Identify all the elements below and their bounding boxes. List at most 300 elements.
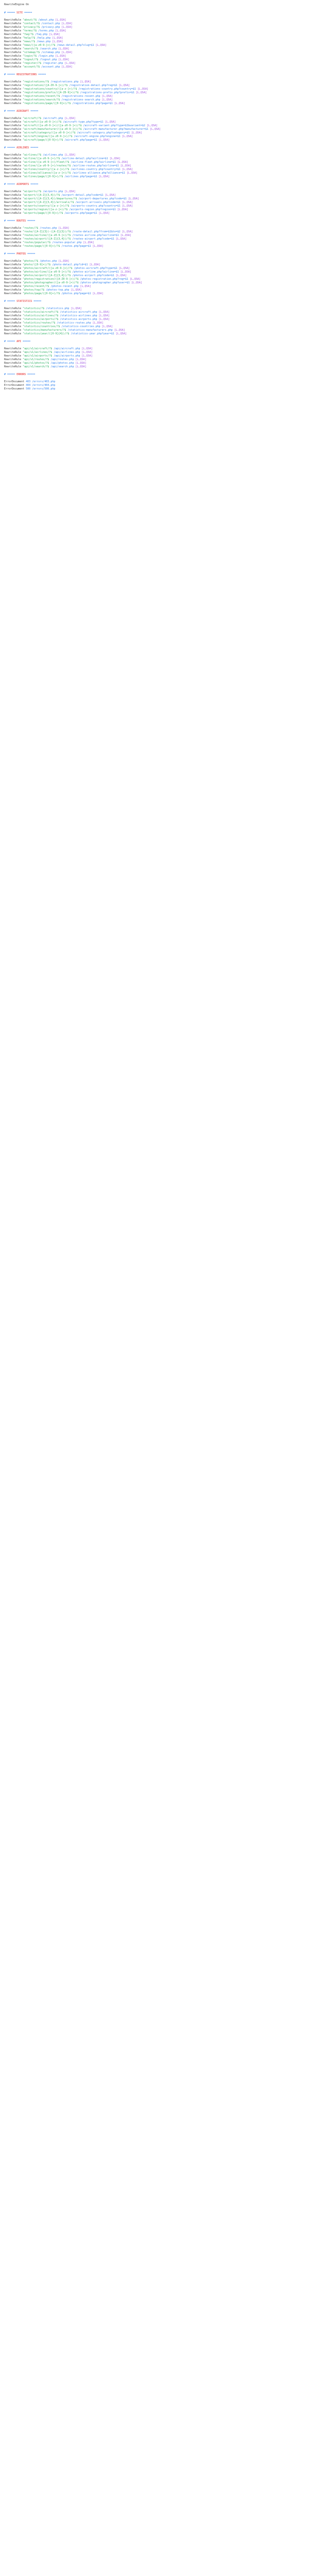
flags: [L,QSA] [61,26,73,29]
target: /registrations-prefix.php?prefix=$1 [80,91,136,94]
target: /registrations-search.php [61,98,102,101]
flags: [L,QSA] [80,285,91,288]
flags: [L,QSA] [117,208,128,211]
rewrite-rule-line [4,168,305,172]
flags: [L,QSA] [149,128,161,131]
htaccess-editor [0,0,309,391]
target: /api/search.php [50,365,76,368]
pattern: ^registrations/recent/?$ [23,95,62,98]
rewrite-rule-line [4,354,305,358]
flags: [L,QSA] [129,278,141,281]
pattern: ^aircraft/?$ [23,117,43,120]
rewrite-rule-line [4,289,305,292]
flags: [L,QSA] [98,311,110,314]
flags: [L,QSA] [115,274,127,277]
pattern: ^photos/photographer/([a-z0-9-]+)/?$ [23,281,80,284]
rewrite-rule-line [4,292,305,296]
directive: RewriteRule [4,205,23,208]
rewrite-rule-line [4,51,305,55]
rewrite-rule-line [4,124,305,128]
target: /aircraft.php [43,117,65,120]
section-block [4,183,305,215]
target: /statistics-countries.php [61,325,102,328]
flags: [L,QSA] [120,270,131,274]
flags: [L,QSA] [49,33,60,36]
target: /errors/404.php [32,384,56,387]
pattern: ^airports/?$ [23,190,43,193]
target: /airlines.php?page=$1 [64,175,99,178]
flags: [L,QSA] [101,98,113,101]
flags: [L,QSA] [105,121,116,124]
target: /api/airports.php [54,354,82,358]
target: /api/photos.php [50,362,76,365]
flags: [L,QSA] [71,307,82,310]
comment-hash: ===== [26,373,36,376]
rewrite-rule-line [4,241,305,245]
flags: [L,QSA] [64,190,76,193]
pattern: ^routes/?$ [23,227,40,230]
target: /search.php [40,47,59,50]
directive: RewriteRule [4,311,23,314]
directive: RewriteRule [4,227,23,230]
directive: RewriteRule [4,354,23,358]
target: /routes-airport.php?code=$1 [72,238,116,241]
flags: [L,QSA] [89,263,100,266]
rewrite-rule-line [4,33,305,37]
section-header [4,373,305,377]
section-block [4,252,305,296]
rewrite-rule-line [4,387,305,391]
pattern: ^login/?$ [23,55,39,58]
rewrite-rule-line [4,267,305,270]
flags: [L,QSA] [92,321,104,325]
target: /routes-popular.php [52,241,83,244]
rewrite-rule-line [4,332,305,336]
pattern: ^about/?$ [23,19,39,22]
directive: RewriteRule [4,135,23,138]
directive: RewriteRule [4,238,23,241]
comment-hash: ===== [29,110,39,113]
pattern: ^help/?$ [23,37,37,40]
directive: RewriteRule [4,307,23,310]
section-title: AIRPORTS [16,183,29,186]
rewrite-rule-line [4,321,305,325]
directive: RewriteRule [4,241,23,244]
directive: RewriteRule [4,33,23,36]
pattern: ^registrations/country/([a-z-]+)/?$ [23,88,79,91]
rewrite-rule-line [4,91,305,95]
pattern: ^airlines/country/([a-z-]+)/?$ [23,168,71,171]
flags: [L,QSA] [131,281,142,284]
comment-hash: ===== [37,73,46,76]
target: /statistics.php [46,307,71,310]
target: /airport-detail.php?code=$1 [61,194,105,197]
directive: RewriteRule [4,267,23,270]
pattern: ^registrations/search/?$ [23,98,62,101]
comment-hash: ===== [26,219,36,223]
rewrite-rule-line [4,234,305,238]
comment-hash: ===== [26,252,36,256]
directive: RewriteRule [4,332,23,335]
rewrite-rule-line [4,227,305,230]
pattern: ^aircraft/([a-z0-9-]+)/([a-z0-9-]+)/?$ [23,124,83,127]
flags: [L,QSA] [109,157,121,160]
rewrite-rule-line [4,380,305,384]
target: /register.php [43,62,65,65]
target: /photos-airport.php?code=$1 [72,274,116,277]
section-block [4,146,305,179]
directive: RewriteRule [4,274,23,277]
directive: RewriteRule [4,164,23,167]
target: 404 [26,384,32,387]
flags: [L,QSA] [146,124,158,127]
target: /errors/500.php [32,387,56,391]
pattern: ^photo/([0-9]+)/?$ [23,263,53,266]
flags: [L,QSA] [61,22,73,25]
pattern: ^contact/?$ [23,22,42,25]
target: /photos-aircraft.php?type=$1 [74,267,119,270]
rewrite-rule-line [4,325,305,329]
rewrite-rule-line [4,84,305,88]
flags: [L,QSA] [135,91,147,94]
comment-hash: ===== [29,146,39,149]
target: /news-detail.php?slug=$1 [57,44,96,47]
directive: RewriteRule [4,117,23,120]
directive: RewriteRule [4,175,23,178]
directive: RewriteRule [4,208,23,211]
directive: RewriteRule [4,154,23,157]
pattern: ^photos/page/([0-9]+)/?$ [23,292,62,295]
directive: RewriteRule [4,22,23,25]
directive: RewriteRule [4,128,23,131]
target: /account.php [41,65,62,69]
rewrite-rule-line [4,29,305,33]
pattern: ^faq/?$ [23,33,36,36]
flags: [L,QSA] [114,102,125,105]
target: /api/routes.php [50,358,76,361]
comment-hash: # ===== [4,252,17,256]
section-title: SITE [16,11,23,14]
pattern: ^aircraft/engine/([a-z0-9-]+)/?$ [23,135,74,138]
directive: RewriteRule [4,40,23,43]
comment-hash: # ===== [4,373,17,376]
flags: [L,QSA] [75,358,87,361]
flags: [L,QSA] [122,205,133,208]
directive: RewriteRule [4,285,23,288]
pattern: ^terms/?$ [23,29,39,32]
flags: [L,QSA] [71,289,82,292]
rewrite-rule-line [4,205,305,208]
pattern: ^registrations/?$ [23,80,51,83]
pattern: ^airline/([a-z0-9-]+)/?$ [23,157,62,160]
flags: [L,QSA] [118,267,130,270]
pattern: ^news/([a-z0-9-]+)/?$ [23,44,57,47]
flags: [L,QSA] [137,88,148,91]
target: /registrations-country.php?country=$1 [78,88,138,91]
comment-hash: # ===== [4,146,17,149]
flags: [L,QSA] [83,241,94,244]
rewrite-rule-line [4,172,305,175]
flags: [L,QSA] [81,351,93,354]
directive: RewriteRule [4,55,23,58]
directive: RewriteRule [4,362,23,365]
pattern: ^photos/top/?$ [23,289,46,292]
rewrite-rule-line [4,55,305,58]
target: /registration-detail.php?reg=$1 [69,84,119,87]
flags: [L,QSA] [58,227,70,230]
target: /registrations-recent.php [61,95,102,98]
flags: [L,QSA] [122,230,133,233]
target: /logout.php [40,58,59,61]
pattern: ^aircraft/page/([0-9]+)/?$ [23,139,65,142]
target: /photos.php [40,260,59,263]
rewrite-rule-line [4,37,305,40]
target: /statistics-manufacturers.php [67,329,114,332]
directive: RewriteRule [4,318,23,321]
directive: RewriteRule [4,168,23,171]
target: /terms.php [38,29,56,32]
directive: RewriteRule [4,365,23,368]
pattern: ^search/?$ [23,47,40,50]
target: /statistics-aircraft.php [60,311,99,314]
rewrite-rule-line [4,58,305,62]
pattern: ^aircraft/category/([a-z0-9-]+)/?$ [23,131,77,134]
flags: [L,QSA] [61,65,73,69]
pattern: ^airport/([A-Z]{3,4})/departures/?$ [23,197,79,200]
rewrite-rule-line [4,161,305,164]
directive: ErrorDocument [4,387,26,391]
directive: RewriteRule [4,88,23,91]
pattern: ^routes/airport/([A-Z]{3,4})/?$ [23,238,73,241]
directive: RewriteRule [4,157,23,160]
pattern: ^routes/page/([0-9]+)/?$ [23,245,62,248]
directive: RewriteRule [4,91,23,94]
target: /statistics-year.php?year=$1 [71,332,116,335]
directive: RewriteRule [4,29,23,32]
rewrite-rule-line [4,121,305,124]
rewrite-rule-line [4,281,305,285]
rewrite-rule-line [4,102,305,106]
rewrite-rule-line [4,238,305,241]
pattern: ^airports/region/([a-z-]+)/?$ [23,208,70,211]
section-block [4,11,305,69]
pattern: ^photos/aircraft/([a-z0-9-]+)/?$ [23,267,74,270]
flags: [L,QSA] [58,58,70,61]
section-header [4,183,305,187]
target: /login.php [38,55,56,58]
comment-hash: # ===== [4,219,17,223]
flags: [L,QSA] [122,135,133,138]
pattern: ^statistics/?$ [23,307,46,310]
directive: RewriteRule [4,121,23,124]
flags: [L,QSA] [114,329,125,332]
directive: RewriteRule [4,102,23,105]
flags: [L,QSA] [55,29,66,32]
flags: [L,QSA] [55,19,66,22]
directive: RewriteRule [4,263,23,266]
comment-hash: ===== [29,183,39,186]
pattern: ^statistics/manufacturers/?$ [23,329,68,332]
directive: RewriteRule [4,190,23,193]
directive: RewriteRule [4,201,23,204]
directive: RewriteRule [4,47,23,50]
target: /airports.php?page=$1 [64,212,99,215]
target: /airports-country.php?country=$1 [71,205,122,208]
directive: RewriteRule [4,281,23,284]
flags: [L,QSA] [120,164,131,167]
target: /airline-detail.php?airline=$1 [61,157,110,160]
rewrite-rule-line [4,139,305,142]
directive: RewriteRule [4,245,23,248]
target: /registrations.php [50,80,80,83]
flags: [L,QSA] [115,332,127,335]
comment-hash: # ===== [4,11,17,14]
pattern: ^logout/?$ [23,58,40,61]
pattern: ^api/v1/routes/?$ [23,358,51,361]
pattern: ^api/v1/aircraft/?$ [23,347,54,350]
directive: RewriteRule [4,314,23,317]
flags: [L,QSA] [61,51,73,54]
directive: ErrorDocument [4,384,26,387]
directive: RewriteRule [4,19,23,22]
rewrite-rule-line [4,270,305,274]
target: /photo-detail.php?id=$1 [52,263,90,266]
directive: RewriteRule [4,289,23,292]
flags: [L,QSA] [101,325,113,328]
directive: RewriteRule [4,351,23,354]
flags: [L,QSA] [122,201,133,204]
pattern: ^api/v1/photos/?$ [23,362,51,365]
section-block [4,300,305,336]
rewrite-rule-line [4,212,305,215]
flags: [L,QSA] [58,260,70,263]
target: /airports.php [43,190,65,193]
target: /contact.php [41,22,62,25]
pattern: ^statistics/routes/?$ [23,321,57,325]
flags: [L,QSA] [126,172,138,175]
target: /registrations.php?page=$1 [72,102,114,105]
pattern: ^account/?$ [23,65,42,69]
section-header [4,11,305,15]
directive: ErrorDocument [4,380,26,383]
flags: [L,QSA] [115,238,127,241]
flags: [L,QSA] [52,40,63,43]
rewrite-rule-line [4,307,305,311]
pattern: ^airlines/?$ [23,154,43,157]
section-block [4,110,305,142]
directive: RewriteRule [4,80,23,83]
pattern: ^routes/airline/([a-z0-9-]+)/?$ [23,234,73,237]
comment-hash: ===== [32,300,42,303]
directive: RewriteRule [4,95,23,98]
rewrite-rule-line [4,117,305,121]
target: /airline-routes.php?airline=$1 [72,164,121,167]
comment-hash: # ===== [4,300,17,303]
target: /aircraft-variant.php?type=$1&variant=$2 [83,124,147,127]
section-title: ROUTES [16,219,26,223]
rewrite-rule-line [4,384,305,387]
target: /airport-departures.php?code=$1 [78,197,128,200]
section-block [4,373,305,391]
pattern: ^api/v1/airlines/?$ [23,351,54,354]
rewrite-rule-line [4,365,305,369]
pattern: ^photos/recent/?$ [23,285,51,288]
flags: [L,QSA] [120,234,131,237]
rewrite-rule-line [4,65,305,69]
directive: RewriteRule [4,321,23,325]
pattern: ^api/v1/search/?$ [23,365,51,368]
target: /statistics-routes.php [57,321,93,325]
target: /airlines-country.php?country=$1 [71,168,122,171]
comment-hash: # ===== [4,183,17,186]
directive: RewriteRule [4,131,23,134]
target: /photos-registration.php?reg=$1 [80,278,130,281]
comment-hash: # ===== [4,340,17,343]
flags: [L,QSA] [101,95,113,98]
flags: [L,QSA] [80,80,91,83]
rewrite-rule-line [4,362,305,365]
rewrite-rule-line [4,44,305,47]
section-title: AIRLINES [16,146,29,149]
target: /airlines-alliance.php?alliance=$1 [72,172,127,175]
directive: RewriteRule [4,172,23,175]
rewrite-rule-line [4,157,305,161]
directive: RewriteRule [4,194,23,197]
rewrite-rule-line [4,128,305,131]
target: /sitemap.php [41,51,62,54]
directive: RewriteRule [4,230,23,233]
rewrite-rule-line [4,194,305,197]
target: /route-detail.php?from=$1&to=$2 [72,230,122,233]
pattern: ^routes/popular/?$ [23,241,53,244]
target: /aircraft-category.php?category=$1 [77,131,131,134]
target: /api/aircraft.php [54,347,82,350]
rewrite-rule-line [4,285,305,289]
directive: RewriteRule [4,270,23,274]
directive: RewriteRule [4,278,23,281]
target: /aircraft.php?page=$1 [64,139,99,142]
pattern: ^statistics/countries/?$ [23,325,62,328]
directive: RewriteRule [4,347,23,350]
flags: [L,QSA] [58,47,70,50]
pattern: ^registrations/prefix/([A-Z0-9]+)/?$ [23,91,80,94]
flags: [L,QSA] [105,194,116,197]
rewrite-rule-line [4,197,305,201]
pattern: ^privacy/?$ [23,26,42,29]
target: /statistics-airlines.php [60,314,99,317]
rewrite-rule-line [4,263,305,267]
rewrite-rule-line [4,274,305,278]
pattern: ^airport/([A-Z]{3,4})/arrivals/?$ [23,201,76,204]
flags: [L,QSA] [64,62,76,65]
directive: RewriteRule [4,197,23,200]
rewrite-rule-line [4,201,305,205]
rewrite-rule-line [4,135,305,139]
directive: RewriteRule [4,139,23,142]
pattern: ^photos/airport/([A-Z]{3,4})/?$ [23,274,73,277]
section-title: API [16,340,22,343]
pattern: ^airports/page/([0-9]+)/?$ [23,212,65,215]
target: 500 [26,387,32,391]
target: /routes-airline.php?airline=$1 [72,234,121,237]
rewrite-rule-line [4,311,305,314]
flags: [L,QSA] [52,37,63,40]
flags: [L,QSA] [92,245,104,248]
pattern: ^registrations/page/([0-9]+)/?$ [23,102,73,105]
pattern: ^photos/airline/([a-z0-9-]+)/?$ [23,270,73,274]
pattern: ^sitemap/?$ [23,51,42,54]
pattern: ^aircraft/manufacturer/([a-z0-9-]+)/?$ [23,128,83,131]
